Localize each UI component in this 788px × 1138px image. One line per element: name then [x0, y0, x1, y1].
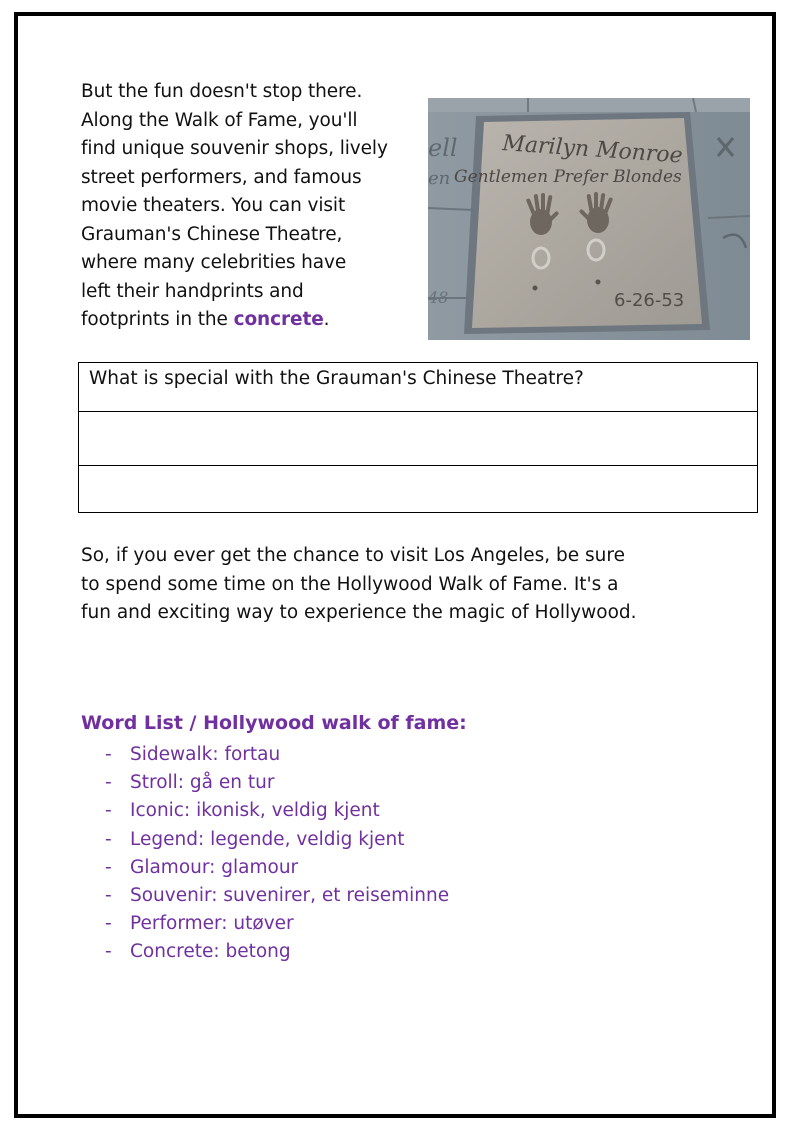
fragment-text: ell — [428, 134, 458, 162]
date-inscription: 6-26-53 — [614, 290, 685, 311]
closing-line: So, if you ever get the chance to visit Los Angeles, be sure — [81, 545, 625, 566]
closing-line: fun and exciting way to experience the magic of Hollywood. — [81, 602, 637, 623]
dash-bullet: - — [105, 800, 112, 822]
intro-line-last — [81, 306, 421, 335]
dash-bullet: - — [105, 744, 112, 765]
word-list-title: Word List / Hollywood walk of fame: — [81, 712, 467, 734]
word-entry: Legend: legende, veldig kjent — [130, 828, 405, 850]
dash-bullet: - — [105, 884, 112, 906]
answer-row — [79, 412, 758, 466]
intro-line: street performers, and famous — [81, 166, 362, 188]
word-list — [105, 741, 449, 967]
handprints-photo — [428, 98, 750, 340]
dash-bullet: - — [105, 828, 112, 850]
concrete-slab-illustration — [428, 98, 750, 340]
word-entry: Performer: utøver — [130, 913, 294, 935]
film-title-text: Gentlemen Prefer Blondes — [454, 167, 682, 187]
closing-line: to spend some time on the Hollywood Walk of Fame. It's a — [81, 573, 619, 595]
intro-line: Along the Walk of Fame, you'll — [81, 109, 358, 131]
intro-line: left their handprints and — [81, 280, 304, 302]
word-list-item — [105, 769, 449, 797]
question-text: What is special with the Grauman's Chinese Theatre? — [79, 363, 758, 412]
word-list-item — [105, 854, 449, 882]
word-entry: Stroll: gå en tur — [130, 772, 275, 794]
question-table — [78, 362, 758, 513]
word-entry: Iconic: ikonisk, veldig kjent — [130, 800, 380, 822]
word-list-item — [105, 882, 449, 910]
intro-line: find unique souvenir shops, lively — [81, 138, 388, 159]
word-entry: Concrete: betong — [130, 941, 291, 963]
answer-field[interactable] — [79, 412, 758, 466]
answer-row — [79, 466, 758, 513]
word-entry: Sidewalk: fortau — [130, 744, 281, 765]
top-slab-edge — [428, 98, 750, 112]
fragment-text: en — [428, 168, 451, 189]
intro-last-suffix: . — [323, 309, 330, 330]
word-list-item — [105, 910, 449, 938]
intro-line: where many celebrities have — [81, 252, 347, 273]
word-entry: Glamour: glamour — [130, 856, 299, 878]
intro-line: movie theaters. You can visit — [81, 195, 346, 216]
answer-field[interactable] — [79, 466, 758, 513]
intro-line: Grauman's Chinese Theatre, — [81, 223, 343, 245]
word-list-item — [105, 938, 449, 966]
highlight-concrete: concrete — [233, 309, 324, 330]
dash-bullet: - — [105, 856, 112, 878]
closing-paragraph — [81, 542, 721, 628]
question-row — [79, 363, 758, 412]
dash-bullet: - — [105, 772, 112, 794]
dash-bullet: - — [105, 913, 112, 935]
intro-last-prefix: footprints in the — [81, 309, 234, 330]
intro-paragraph — [81, 78, 421, 335]
word-list-item — [105, 741, 449, 769]
fragment-text: 48 — [428, 288, 449, 307]
intro-line: But the fun doesn't stop there. — [81, 81, 363, 102]
word-list-item — [105, 797, 449, 825]
word-entry: Souvenir: suvenirer, et reiseminne — [130, 884, 450, 906]
word-list-item — [105, 826, 449, 854]
signature-marilyn-monroe: Marilyn Monroe — [501, 131, 684, 169]
dash-bullet: - — [105, 941, 112, 963]
